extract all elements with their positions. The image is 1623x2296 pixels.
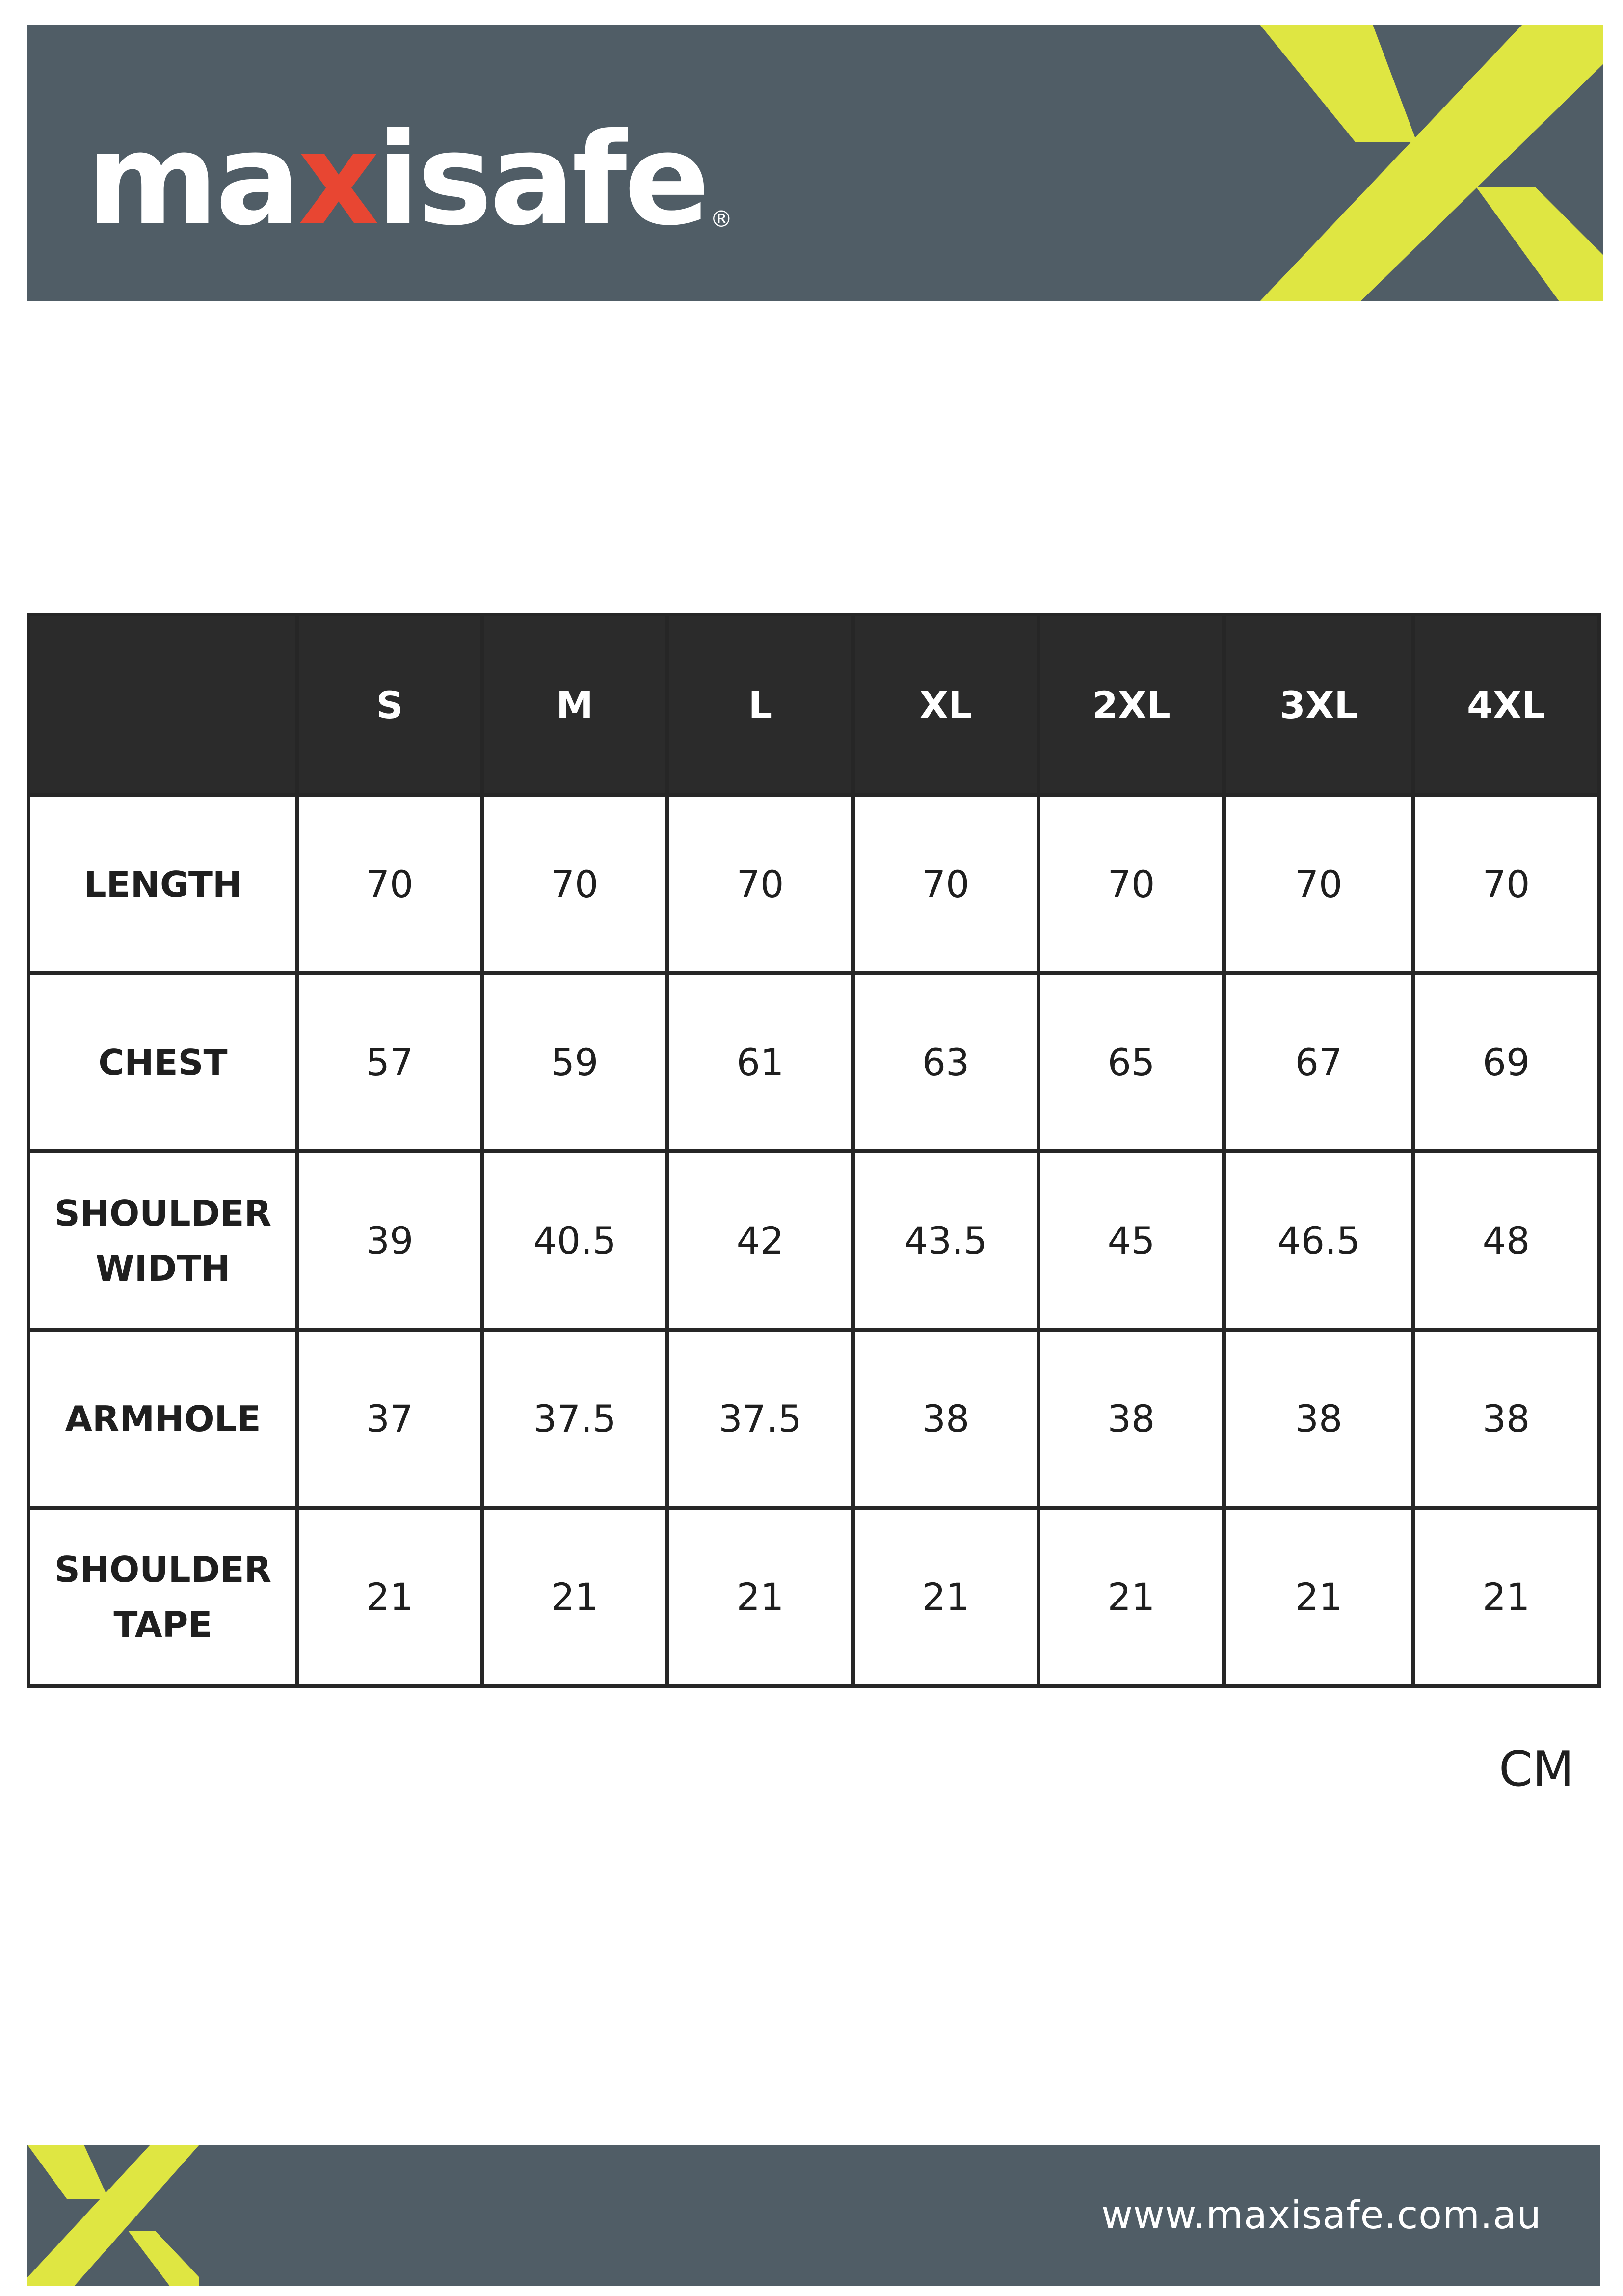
brand-x-icon-small	[27, 2145, 204, 2286]
size-header-xl: XL	[853, 614, 1038, 795]
size-header-m: M	[482, 614, 667, 795]
brand-logo	[86, 106, 733, 253]
table-cell: 63	[853, 973, 1038, 1151]
table-cell: 21	[1413, 1508, 1599, 1686]
table-row-chest	[28, 973, 1599, 1151]
table-row-armhole	[28, 1330, 1599, 1508]
registered-mark: ®	[710, 206, 733, 232]
table-cell: 38	[1413, 1330, 1599, 1508]
logo-text-b: isafe	[376, 106, 707, 253]
table-cell: 38	[853, 1330, 1038, 1508]
size-header-l: L	[667, 614, 853, 795]
logo-text-x: x	[297, 106, 377, 253]
table-cell: 67	[1224, 973, 1413, 1151]
table-cell: 57	[297, 973, 482, 1151]
table-cell: 21	[853, 1508, 1038, 1686]
table-row-shoulder-width	[28, 1151, 1599, 1330]
table-cell: 46.5	[1224, 1151, 1413, 1330]
unit-label: CM	[1499, 1741, 1574, 1797]
corner-cell	[28, 614, 297, 795]
table-cell: 37	[297, 1330, 482, 1508]
size-header-4xl: 4XL	[1413, 614, 1599, 795]
logo-text-a: ma	[86, 106, 298, 253]
size-header-3xl: 3XL	[1224, 614, 1413, 795]
row-label-length: LENGTH	[28, 795, 297, 973]
row-label-chest: CHEST	[28, 973, 297, 1151]
table-cell: 45	[1038, 1151, 1224, 1330]
table-cell: 37.5	[667, 1330, 853, 1508]
table-cell: 21	[297, 1508, 482, 1686]
table-cell: 70	[297, 795, 482, 973]
table-cell: 38	[1224, 1330, 1413, 1508]
table-cell: 70	[482, 795, 667, 973]
table-cell: 38	[1038, 1330, 1224, 1508]
table-cell: 21	[667, 1508, 853, 1686]
row-label-shoulder-width: SHOULDER WIDTH	[28, 1151, 297, 1330]
size-header-s: S	[297, 614, 482, 795]
website-link[interactable]: www.maxisafe.com.au	[1101, 2193, 1542, 2238]
table-row-shoulder-tape	[28, 1508, 1599, 1686]
header-banner	[27, 25, 1603, 301]
table-cell: 43.5	[853, 1151, 1038, 1330]
table-cell: 70	[667, 795, 853, 973]
table-cell: 59	[482, 973, 667, 1151]
brand-x-icon	[1260, 25, 1603, 301]
table-cell: 21	[1038, 1508, 1224, 1686]
footer-banner	[27, 2145, 1600, 2286]
row-label-shoulder-tape: SHOULDER TAPE	[28, 1508, 297, 1686]
size-chart-table	[27, 613, 1601, 1688]
table-cell: 21	[1224, 1508, 1413, 1686]
table-cell: 70	[1038, 795, 1224, 973]
table-cell: 39	[297, 1151, 482, 1330]
table-cell: 70	[853, 795, 1038, 973]
size-header-row	[28, 614, 1599, 795]
table-cell: 40.5	[482, 1151, 667, 1330]
table-cell: 70	[1413, 795, 1599, 973]
table-cell: 42	[667, 1151, 853, 1330]
table-cell: 61	[667, 973, 853, 1151]
table-cell: 65	[1038, 973, 1224, 1151]
table-cell: 37.5	[482, 1330, 667, 1508]
table-cell: 70	[1224, 795, 1413, 973]
table-cell: 69	[1413, 973, 1599, 1151]
row-label-armhole: ARMHOLE	[28, 1330, 297, 1508]
table-cell: 21	[482, 1508, 667, 1686]
size-header-2xl: 2XL	[1038, 614, 1224, 795]
table-cell: 48	[1413, 1151, 1599, 1330]
table-row-length	[28, 795, 1599, 973]
